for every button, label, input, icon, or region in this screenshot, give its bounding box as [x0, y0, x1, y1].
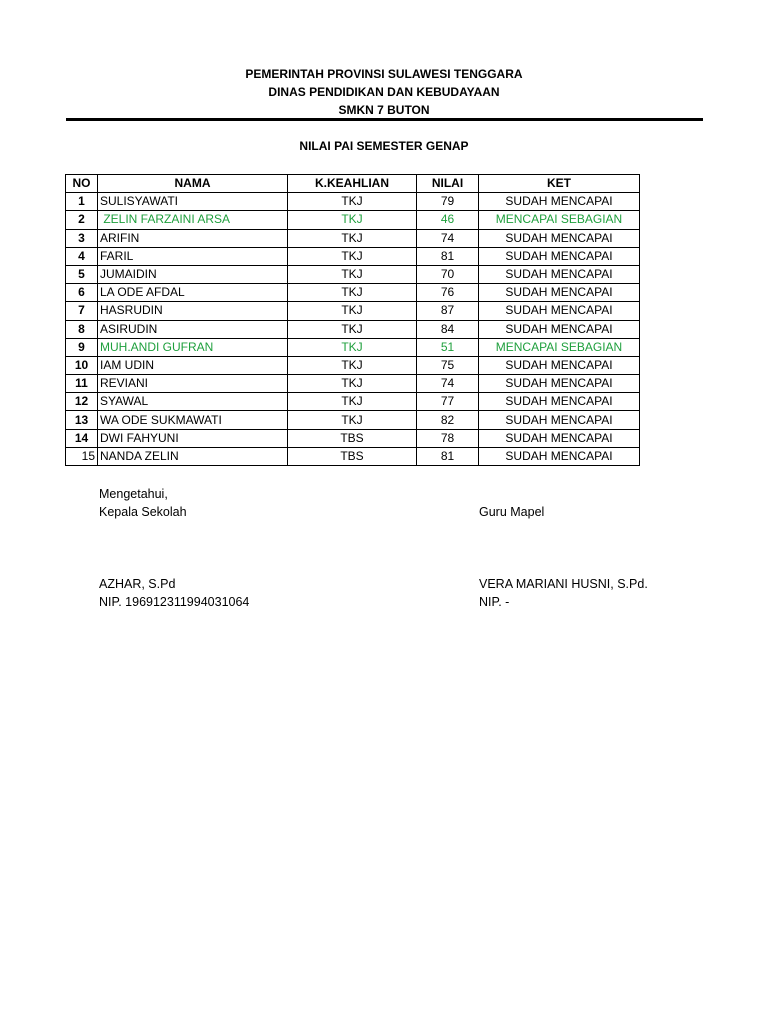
table-row — [66, 447, 640, 465]
cell-ket: MENCAPAI SEBAGIAN — [479, 338, 640, 356]
cell-keahlian: TKJ — [288, 229, 417, 247]
table-row — [66, 211, 640, 229]
cell-no: 14 — [66, 429, 98, 447]
header-department: DINAS PENDIDIKAN DAN KEBUDAYAAN — [268, 85, 500, 99]
cell-nilai: 78 — [417, 429, 479, 447]
cell-no: 5 — [66, 265, 98, 283]
cell-nilai: 74 — [417, 229, 479, 247]
cell-nilai: 75 — [417, 356, 479, 374]
cell-ket: SUDAH MENCAPAI — [479, 229, 640, 247]
table-row — [66, 247, 640, 265]
cell-keahlian: TBS — [288, 429, 417, 447]
signature-teacher-nip: NIP. - — [479, 595, 510, 609]
cell-nilai: 82 — [417, 411, 479, 429]
header-school: SMKN 7 BUTON — [338, 103, 430, 117]
signature-principal-nip: NIP. 196912311994031064 — [99, 595, 250, 609]
header-government: PEMERINTAH PROVINSI SULAWESI TENGGARA — [245, 67, 523, 81]
cell-nama: ASIRUDIN — [98, 320, 288, 338]
cell-keahlian: TKJ — [288, 356, 417, 374]
table-row — [66, 320, 640, 338]
col-header-nilai: NILAI — [417, 175, 479, 193]
cell-nama: ARIFIN — [98, 229, 288, 247]
cell-no: 8 — [66, 320, 98, 338]
header-divider — [66, 118, 703, 121]
col-header-ket: KET — [479, 175, 640, 193]
col-header-keahlian: K.KEAHLIAN — [288, 175, 417, 193]
cell-nilai: 87 — [417, 302, 479, 320]
cell-no: 9 — [66, 338, 98, 356]
table-row — [66, 229, 640, 247]
cell-no: 6 — [66, 284, 98, 302]
cell-nilai: 46 — [417, 211, 479, 229]
cell-no: 15 — [66, 447, 98, 465]
cell-ket: SUDAH MENCAPAI — [479, 393, 640, 411]
col-header-no: NO — [66, 175, 98, 193]
signature-acknowledgement: Mengetahui, — [99, 487, 168, 501]
cell-nama: SULISYAWATI — [98, 193, 288, 211]
table-row — [66, 393, 640, 411]
cell-ket: SUDAH MENCAPAI — [479, 320, 640, 338]
cell-ket: SUDAH MENCAPAI — [479, 302, 640, 320]
cell-nama: ZELIN FARZAINI ARSA — [98, 211, 288, 229]
cell-nilai: 84 — [417, 320, 479, 338]
cell-nilai: 77 — [417, 393, 479, 411]
cell-ket: SUDAH MENCAPAI — [479, 447, 640, 465]
table-row — [66, 265, 640, 283]
table-row — [66, 429, 640, 447]
cell-nilai: 81 — [417, 247, 479, 265]
cell-nama: IAM UDIN — [98, 356, 288, 374]
signature-principal-name: AZHAR, S.Pd — [99, 577, 176, 591]
cell-nilai: 81 — [417, 447, 479, 465]
table-row — [66, 193, 640, 211]
cell-ket: SUDAH MENCAPAI — [479, 375, 640, 393]
cell-ket: SUDAH MENCAPAI — [479, 411, 640, 429]
cell-nama: JUMAIDIN — [98, 265, 288, 283]
cell-ket: SUDAH MENCAPAI — [479, 193, 640, 211]
cell-keahlian: TKJ — [288, 393, 417, 411]
cell-nama: MUH.ANDI GUFRAN — [98, 338, 288, 356]
cell-no: 10 — [66, 356, 98, 374]
cell-ket: MENCAPAI SEBAGIAN — [479, 211, 640, 229]
cell-ket: SUDAH MENCAPAI — [479, 265, 640, 283]
cell-keahlian: TKJ — [288, 247, 417, 265]
table-row — [66, 356, 640, 374]
cell-keahlian: TBS — [288, 447, 417, 465]
cell-keahlian: TKJ — [288, 265, 417, 283]
cell-keahlian: TKJ — [288, 211, 417, 229]
table-row — [66, 338, 640, 356]
cell-keahlian: TKJ — [288, 320, 417, 338]
cell-no: 1 — [66, 193, 98, 211]
cell-nilai: 70 — [417, 265, 479, 283]
cell-no: 13 — [66, 411, 98, 429]
cell-keahlian: TKJ — [288, 193, 417, 211]
cell-no: 4 — [66, 247, 98, 265]
cell-nama: WA ODE SUKMAWATI — [98, 411, 288, 429]
cell-no: 3 — [66, 229, 98, 247]
table-row — [66, 411, 640, 429]
cell-keahlian: TKJ — [288, 411, 417, 429]
cell-ket: SUDAH MENCAPAI — [479, 429, 640, 447]
cell-keahlian: TKJ — [288, 338, 417, 356]
cell-nama: SYAWAL — [98, 393, 288, 411]
cell-nama: REVIANI — [98, 375, 288, 393]
table-header-row — [66, 175, 640, 193]
table-row — [66, 375, 640, 393]
cell-no: 12 — [66, 393, 98, 411]
cell-nilai: 76 — [417, 284, 479, 302]
cell-no: 2 — [66, 211, 98, 229]
cell-no: 11 — [66, 375, 98, 393]
cell-nama: FARIL — [98, 247, 288, 265]
cell-nilai: 51 — [417, 338, 479, 356]
cell-nama: NANDA ZELIN — [98, 447, 288, 465]
cell-nama: HASRUDIN — [98, 302, 288, 320]
cell-nama: DWI FAHYUNI — [98, 429, 288, 447]
cell-nilai: 74 — [417, 375, 479, 393]
cell-nilai: 79 — [417, 193, 479, 211]
cell-no: 7 — [66, 302, 98, 320]
cell-ket: SUDAH MENCAPAI — [479, 356, 640, 374]
signature-principal-role: Kepala Sekolah — [99, 505, 187, 519]
grades-table — [65, 174, 640, 466]
document-title: NILAI PAI SEMESTER GENAP — [299, 139, 469, 153]
cell-keahlian: TKJ — [288, 302, 417, 320]
col-header-nama: NAMA — [98, 175, 288, 193]
table-row — [66, 284, 640, 302]
cell-keahlian: TKJ — [288, 375, 417, 393]
cell-nama: LA ODE AFDAL — [98, 284, 288, 302]
signature-teacher-name: VERA MARIANI HUSNI, S.Pd. — [479, 577, 648, 591]
cell-ket: SUDAH MENCAPAI — [479, 247, 640, 265]
signature-teacher-role: Guru Mapel — [479, 505, 545, 519]
table-row — [66, 302, 640, 320]
cell-ket: SUDAH MENCAPAI — [479, 284, 640, 302]
cell-keahlian: TKJ — [288, 284, 417, 302]
